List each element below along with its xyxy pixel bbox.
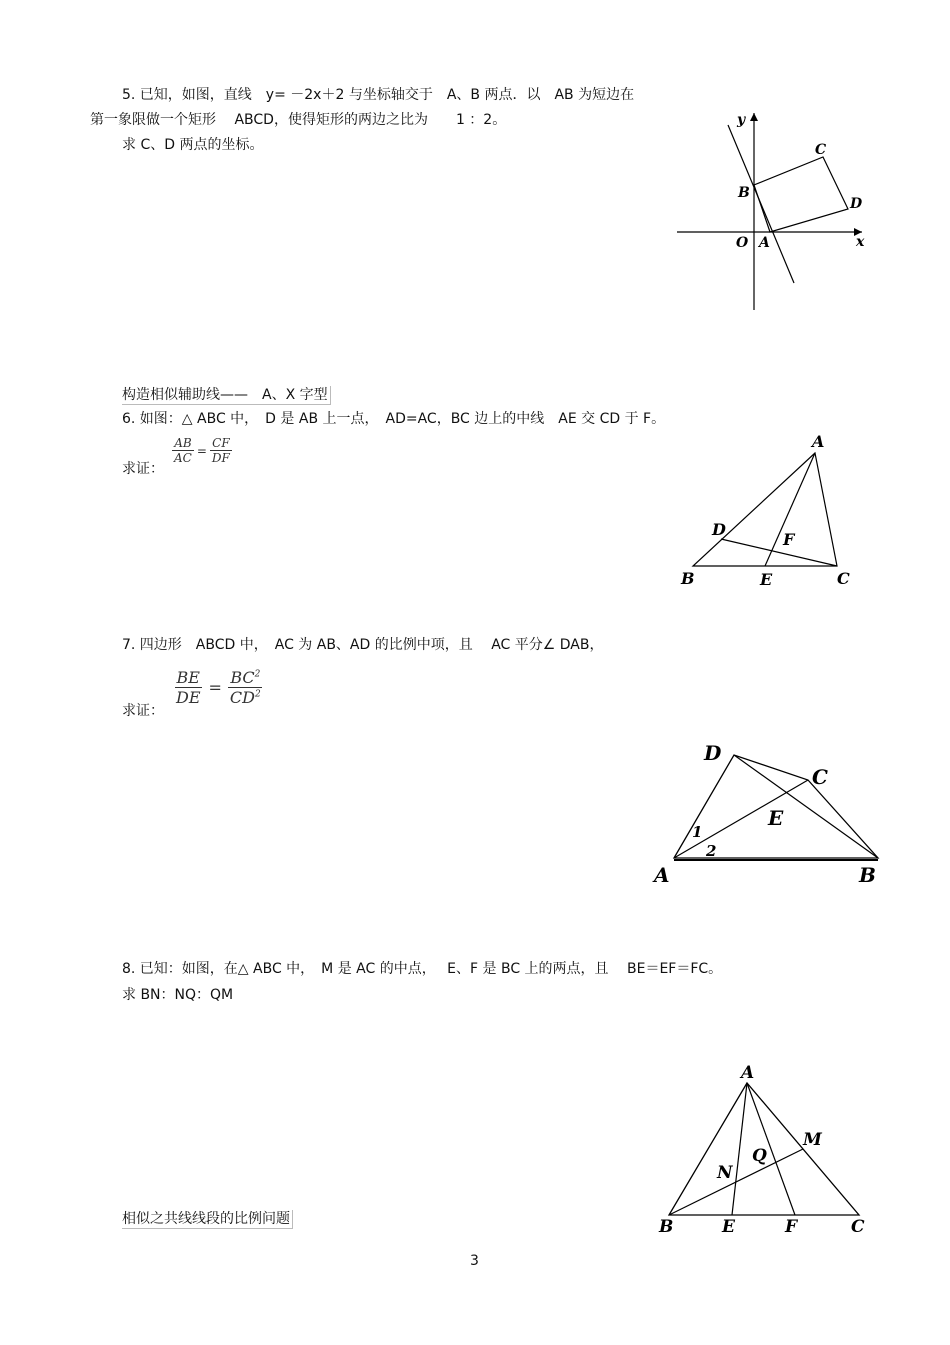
problem8-figure — [655, 1060, 875, 1245]
p6-rhs-num: CF — [212, 436, 230, 450]
y-axis-arrow — [750, 113, 758, 121]
label-n: N — [717, 1163, 733, 1183]
label-b: B — [738, 185, 750, 201]
problem7-prove-label: 求证： — [122, 703, 164, 719]
label-b: B — [859, 863, 876, 887]
label-e: E — [760, 570, 773, 589]
problem6-line1: 6. 如图：△ ABC 中， D 是 AB 上一点， AD=AC，BC 边上的中线 AE 交 CD 于 F。 — [122, 411, 666, 427]
p6-lhs-den: AC — [174, 451, 192, 465]
problem8-line1: 8. 已知：如图，在△ ABC 中， M 是 AC 的中点， E、F 是 BC 上的两点，且 BE＝EF＝FC。 — [122, 961, 723, 977]
p7-lhs-den: DE — [176, 688, 201, 707]
angle-1-label: 1 — [692, 823, 703, 841]
segment-ae — [765, 453, 815, 566]
section-title-auxiliary-lines: 构造相似辅助线—— A、X 字型 — [122, 386, 331, 405]
label-c: C — [812, 765, 828, 789]
problem7-line1: 7. 四边形 ABCD 中， AC 为 AB、AD 的比例中项，且 AC 平分∠ DAB， — [122, 637, 604, 653]
x-axis-label: x — [856, 234, 865, 250]
label-f: F — [783, 530, 795, 549]
label-b: B — [659, 1217, 674, 1237]
label-a: A — [812, 432, 825, 451]
page-number: 3 — [470, 1253, 479, 1269]
segment-ae — [732, 1083, 747, 1215]
problem5-line1: 5. 已知，如图，直线 y= －2x＋2 与坐标轴交于 A、B 两点．以 AB 为短边在 — [122, 87, 635, 103]
label-d: D — [704, 741, 722, 765]
label-m: M — [803, 1130, 822, 1150]
p6-lhs-num: AB — [174, 436, 192, 450]
label-f: F — [785, 1217, 798, 1237]
p7-rhs-den: CD — [229, 688, 255, 707]
label-c: C — [837, 569, 850, 588]
section-title-collinear-segments: 相似之共线线段的比例问题 — [122, 1210, 293, 1229]
problem6-prove-label: 求证： — [122, 461, 164, 477]
label-q: Q — [752, 1146, 767, 1166]
label-a: A — [741, 1063, 755, 1083]
problem6-figure — [675, 428, 865, 593]
y-axis-label: y — [737, 112, 746, 128]
segment-cd — [721, 539, 837, 566]
p6-rhs-den: DF — [211, 451, 230, 465]
problem8-line2: 求 BN：NQ：QM — [122, 987, 234, 1003]
label-e: E — [768, 806, 784, 830]
p7-rhs-den-exp: 2 — [255, 689, 261, 700]
problem7-figure — [650, 735, 890, 895]
label-d: D — [850, 196, 863, 212]
p7-rhs-num-exp: 2 — [254, 669, 261, 680]
problem5-line3: 求 C、D 两点的坐标。 — [122, 137, 264, 153]
problem5-figure — [670, 105, 870, 315]
label-b: B — [681, 569, 695, 588]
problem7-equation: $\frac{BE}{DE}$ = $\frac{BC^2}{CD^2}$ — [176, 668, 261, 707]
label-c: C — [851, 1217, 865, 1237]
label-d: D — [712, 520, 726, 539]
label-c: C — [815, 142, 827, 158]
p7-lhs-num: BE — [176, 668, 200, 687]
label-o: O — [736, 235, 749, 251]
p7-rhs-num: BC — [230, 668, 255, 687]
label-a: A — [759, 235, 770, 251]
diagonal-ac — [674, 780, 808, 858]
problem5-line2: 第一象限做一个矩形 ABCD，使得矩形的两边之比为 1 ：2。 — [90, 112, 507, 128]
label-a: A — [654, 863, 670, 887]
angle-2-label: 2 — [706, 842, 717, 860]
label-e: E — [722, 1217, 735, 1237]
problem6-equation: $\frac{AB}{AC}$ = $\frac{CF}{DF}$ — [174, 436, 230, 465]
diagonal-bd — [734, 755, 878, 858]
